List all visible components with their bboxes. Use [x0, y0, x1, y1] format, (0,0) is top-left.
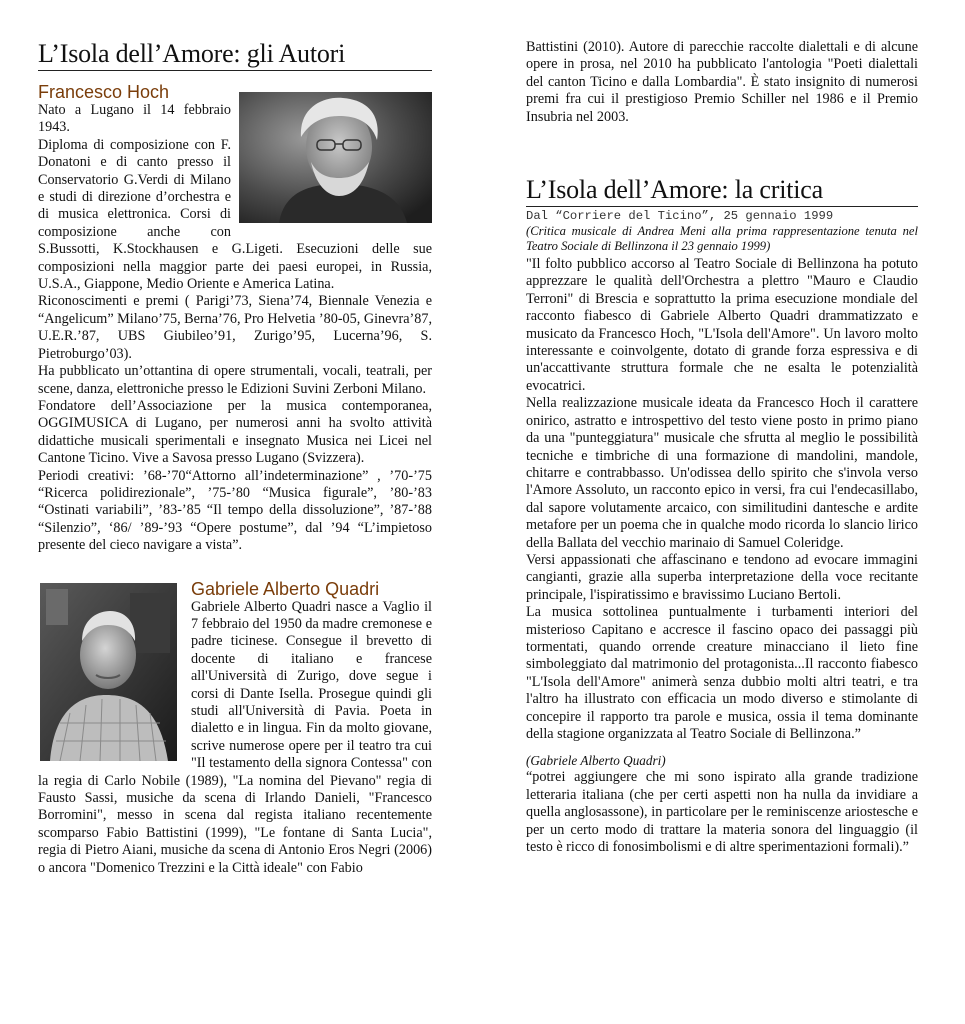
review-paragraph-3: Versi appassionati che affascinano e tendono ad evocare immagini cangianti, grazie alla superba interpretazione della voce recitante principale, l'ispiratissimo e bravissimo Luciano Bertoli.	[526, 551, 918, 603]
left-column	[38, 0, 432, 877]
review-paragraph-1: "Il folto pubblico accorso al Teatro Sociale di Bellinzona ha potuto apprezzare le qualità dell'Orchestra a plettro "Mauro e Claudio Terroni" di Brescia e soprattutto la prima esecuzione mondiale del racconto fiabesco di Gabriele Alberto Quadri drammatizzato e musicato da Francesco Hoch, "L'Isola dell'Amore". Un lavoro molto interessante e coinvolgente, dotato di grande forza espressiva e di un'accattivante struttura formale che ne esalta le potenzialità evocatrici.	[526, 256, 918, 394]
right-column	[526, 0, 918, 856]
quadri-bio: Gabriele Alberto Quadri nasce a Vaglio il 7 febbraio del 1950 da madre cremonese e padre ticinese. Consegue il brevetto di docente di italiano e francese all'Università di Zurigo, dove segue i corsi di Dante Isella. Prosegue quindi gli studi all'Università di Pavia. Poeta in dialetto e in lingua. Fin da molto giovane, scrive numerose opere per il teatro tra cui "Il testamento della signora Contessa" con la regia di Carlo Nobile (1989), "La nomina del Pievano" regia di Fausto Sassi, musiche da scena di Irlando Danieli, "Francesco Borromini", messo in scena dal regista italiano recentemente scomparso Fabio Battistini (1999), "Le fontane di Santa Lucia", regia di Pietro Aiani, musiche da scena di Antonio Eros Negri (2006) o ancora "Domenico Trezzini e la Città ideale" con Fabio	[38, 598, 432, 876]
author-name-quadri: Gabriele Alberto Quadri	[191, 578, 380, 599]
critique-title: L’Isola dell’Amore: la critica	[526, 176, 918, 207]
hoch-bio-2: Diploma di composizione con F. Donatoni e di canto presso il Conservatorio G.Verdi di Milano e studi di direzione d’orchestra e di musica elettronica. Corsi di composizione anche con S.Bussotti, K.Stockhausen e G.Ligeti. Esecuzioni delle sue composizioni nella maggior parte dei paesi europei, in Russia, U.S.A., Giappone, Medio Oriente e America Latina.	[38, 136, 432, 293]
hoch-bio-5: Fondatore dell’Associazione per la musica contemporanea, OGGIMUSICA di Lugano, per numerosi anni ha svolto attività didattiche musicali sperimentali e insegnato Musica nei Licei nel Cantone Ticino. Vive a Savosa presso Lugano (Svizzera).	[38, 397, 432, 467]
hoch-bio-6: Periodi creativi: ’68-’70“Attorno all’indeterminazione” , ’70-’75 “Ricerca polidirezionale”, ’75-’80 “Musica figurale”, ’80-’83 “Ostinati variabili”, ’83-’85 “Il tempo della dissoluzione”, ’87-’88 “Silenzio”, ‘86/ ’89-’93 “Opere postume”, dal ’94 “L’impietoso presente del cieco navigare a vista”.	[38, 467, 432, 554]
authors-title: L’Isola dell’Amore: gli Autori	[38, 40, 432, 71]
review-paragraph-4: La musica sottolinea puntualmente i turbamenti interiori del misterioso Capitano e accresce il fascino opaco dei passaggi più tormentati, quando orrende creature minacciano il lieto fine simboleggiato dal matrimonio del protagonista...Il racconto fiabesco "L'Isola dell'Amore" animerà senza dubbio molti altri teatri, e tra l'altro ha illustrato con efficacia un modo diverso e stimolante di concepire il rapporto tra parole e musica, ossia il tema dominante della stagione organizzata al Teatro Sociale di Bellinzona.”	[526, 604, 918, 742]
quote-attribution: (Gabriele Alberto Quadri)	[526, 753, 666, 769]
quadri-bio-continuation: Battistini (2010). Autore di parecchie raccolte dialettali e di alcune opere in prosa, nel 2010 ha pubblicato l'antologia "Poeti dialettali del canton Ticino e dalla Lombardia". È stato insignito di numerosi premi fra cui il prestigioso Premio Schiller nel 1986 e il Premio Insubria nel 2003.	[526, 39, 918, 125]
author-name-hoch: Francesco Hoch	[38, 82, 170, 102]
author-quote: “potrei aggiungere che mi sono ispirato alla grande tradizione letteraria italiana (che per certi aspetti non ha nulla da invidiare a quella anglosassone), in particolare per le reminiscenze ariostesche e per un certo modo di trattare la materia sonora del linguaggio (il testo è ricco di fonosimbolismi e di altre sperimentazioni formali).”	[526, 769, 918, 856]
review-paragraph-2: Nella realizzazione musicale ideata da Francesco Hoch il carattere onirico, astratto e introspettivo del testo viene posto in primo piano da una "punteggiatura" musicale che sfrutta al meglio le possibilità tecniche e timbriche di una formazione di mandolini, mandole, chitarre e contrabbasso. Un'odissea dello spirito che s'invola verso l'Amore Assoluto, un racconto epico in versi, fra cui l'endecasillabo, dal sapore volutamente arcaico, con similitudini dantesche e ardite metafore per un poema che in qualche modo ricorda lo slancio lirico della Ballata del vecchio marinaio di Samuel Coleridge.	[526, 395, 918, 551]
hoch-bio-4: Ha pubblicato un’ottantina di opere strumentali, vocali, teatrali, per scene, danza, elettroniche presso le Edizioni Suvini Zerboni Milano.	[38, 363, 432, 397]
hoch-portrait-photo	[239, 92, 432, 223]
quadri-portrait-image	[40, 583, 177, 761]
hoch-bio-1: Nato a Lugano il 14 febbraio 1943.	[38, 102, 231, 136]
quadri-portrait-photo	[40, 583, 177, 761]
hoch-portrait-image	[239, 92, 432, 223]
review-source-note: (Critica musicale di Andrea Meni alla prima rappresentazione tenuta nel Teatro Sociale di Bellinzona il 23 gennaio 1999)	[526, 224, 918, 254]
hoch-bio-3: Riconoscimenti e premi ( Parigi’73, Siena’74, Biennale Venezia e “Angelicum” Milano’75, Berna’76, Pro Helvetia ’80-05, Ginevra’87, U.E.R.’87, UBS Giubileo’91, Zurigo’95, Lucerna’96, S. Pietroburgo’03).	[38, 293, 432, 362]
review-source: Dal “Corriere del Ticino”, 25 gennaio 1999	[526, 209, 834, 224]
